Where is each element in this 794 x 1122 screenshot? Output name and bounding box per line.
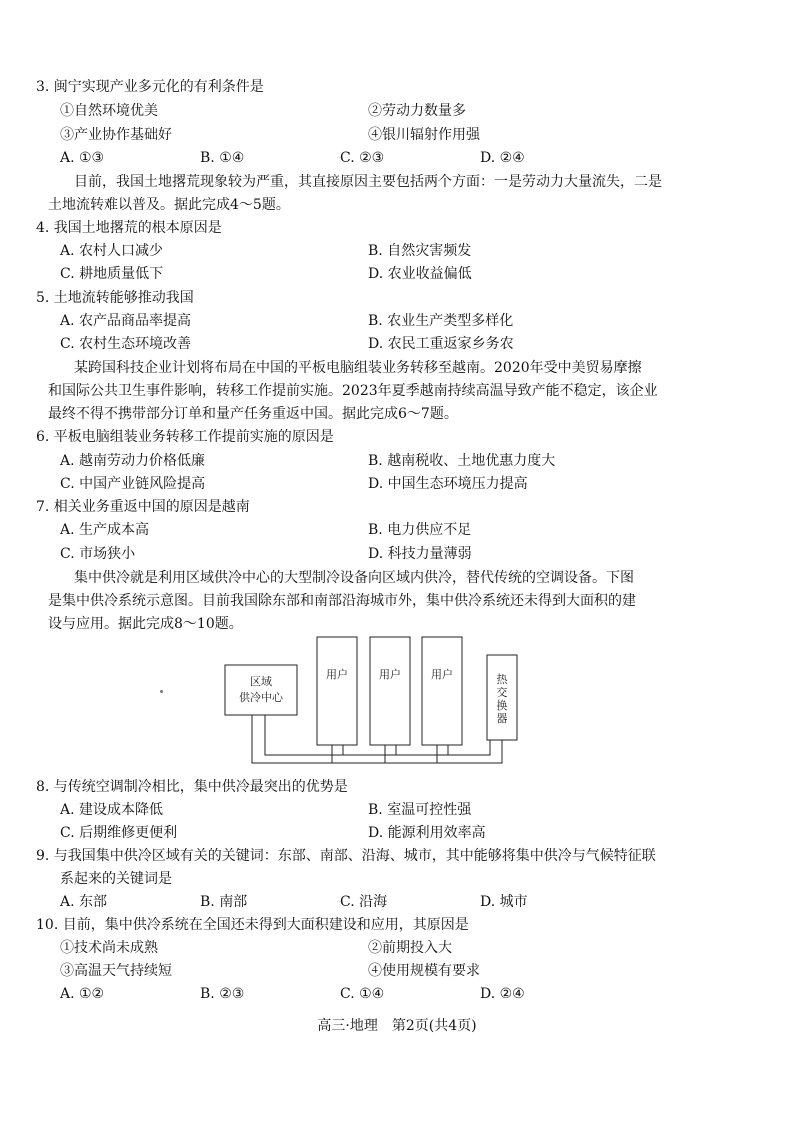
q10-item-1: ①技术尚未成熟 (60, 940, 158, 956)
q9-option-b[interactable]: B. 南部 (200, 894, 248, 910)
q9-stem-line-1: 9. 与我国集中供冷区域有关的关键词：东部、南部、沿海、城市，其中能够将集中供冷与气候特征联 (36, 848, 656, 864)
q9-option-d[interactable]: D. 城市 (480, 894, 528, 910)
q3-item-2: ②劳动力数量多 (368, 103, 466, 119)
q8-option-b[interactable]: B. 室温可控性强 (368, 802, 472, 818)
center-box (225, 665, 297, 715)
q8-option-c[interactable]: C. 后期维修更便利 (60, 825, 178, 841)
q7-option-b[interactable]: B. 电力供应不足 (368, 522, 472, 538)
passage2-line-1: 某跨国科技企业计划将布局在中国的平板电脑组装业务转移至越南。2020年受中美贸易摩擦 (74, 360, 642, 376)
q4-option-d[interactable]: D. 农业收益偏低 (368, 266, 472, 282)
q6-option-c[interactable]: C. 中国产业链风险提高 (60, 476, 206, 492)
q4-option-c[interactable]: C. 耕地质量低下 (60, 266, 164, 282)
q3-item-1: ①自然环境优美 (60, 103, 158, 119)
q9-stem-line-2: 系起来的关键词是 (60, 871, 172, 887)
exchanger-label-2: 交 (496, 686, 508, 699)
q6-stem: 6. 平板电脑组装业务转移工作提前实施的原因是 (36, 429, 334, 445)
q4-stem: 4. 我国土地撂荒的根本原因是 (36, 220, 222, 236)
q6-option-a[interactable]: A. 越南劳动力价格低廉 (60, 453, 206, 469)
exchanger-label-4: 器 (496, 712, 508, 725)
q10-item-3: ③高温天气持续短 (60, 963, 172, 979)
user-label-1: 用户 (326, 668, 348, 681)
pipe-inner (265, 715, 490, 755)
exchanger-label-3: 换 (496, 699, 508, 712)
q5-option-d[interactable]: D. 农民工重返家乡务农 (368, 336, 514, 352)
passage2-line-2: 和国际公共卫生事件影响，转移工作提前实施。2023年夏季越南持续高温导致产能不稳定，该企业 (48, 383, 658, 399)
passage3-line-1: 集中供冷就是利用区域供冷中心的大型制冷设备向区域内供冷，替代传统的空调设备。下图 (74, 570, 634, 586)
passage1-line-1: 目前，我国土地撂荒现象较为严重，其直接原因主要包括两个方面：一是劳动力大量流失，二是 (74, 174, 662, 190)
q10-option-c[interactable]: C. ①④ (340, 986, 385, 1002)
q7-stem: 7. 相关业务重返中国的原因是越南 (36, 499, 250, 515)
passage1-line-2: 土地流转难以普及。据此完成4～5题。 (48, 197, 290, 213)
q5-option-a[interactable]: A. 农产品商品率提高 (60, 313, 192, 329)
user-label-2: 用户 (379, 668, 401, 681)
passage3-line-2: 是集中供冷系统示意图。目前我国除东部和南部沿海城市外，集中供冷系统还未得到大面积的建 (48, 593, 636, 609)
q3-stem: 3. 闽宁实现产业多元化的有利条件是 (36, 79, 264, 95)
passage2-line-3: 最终不得不携带部分订单和量产任务重返中国。据此完成6～7题。 (48, 406, 458, 422)
pipe-outer (252, 715, 502, 763)
q6-option-d[interactable]: D. 中国生态环境压力提高 (368, 476, 528, 492)
q8-option-d[interactable]: D. 能源利用效率高 (368, 825, 486, 841)
q5-option-b[interactable]: B. 农业生产类型多样化 (368, 313, 514, 329)
q3-option-a[interactable]: A. ①③ (60, 150, 105, 166)
q8-option-a[interactable]: A. 建设成本降低 (60, 802, 164, 818)
q10-item-4: ④使用规模有要求 (368, 963, 480, 979)
q3-option-c[interactable]: C. ②③ (340, 150, 385, 166)
q8-stem: 8. 与传统空调制冷相比，集中供冷最突出的优势是 (36, 779, 348, 795)
q3-option-d[interactable]: D. ②④ (480, 150, 525, 166)
user-box-2 (370, 637, 410, 745)
center-label-1: 区域 (250, 675, 272, 688)
q9-options (60, 891, 620, 913)
q10-option-d[interactable]: D. ②④ (480, 986, 525, 1002)
q7-option-a[interactable]: A. 生产成本高 (60, 522, 150, 538)
q10-item-2: ②前期投入大 (368, 940, 452, 956)
q9-option-c[interactable]: C. 沿海 (340, 894, 388, 910)
user-box-3 (422, 637, 462, 745)
q7-option-d[interactable]: D. 科技力量薄弱 (368, 546, 472, 562)
q4-option-b[interactable]: B. 自然灾害频发 (368, 243, 472, 259)
q6-option-b[interactable]: B. 越南税收、土地优惠力度大 (368, 453, 556, 469)
q7-option-c[interactable]: C. 市场狭小 (60, 546, 136, 562)
q3-item-4: ④银川辐射作用强 (368, 127, 480, 143)
q3-option-b[interactable]: B. ①④ (200, 150, 245, 166)
passage3-line-3: 设与应用。据此完成8～10题。 (48, 616, 243, 632)
q10-option-b[interactable]: B. ②③ (200, 986, 245, 1002)
q10-options (60, 983, 620, 1005)
q10-option-a[interactable]: A. ①② (60, 986, 105, 1002)
q5-option-c[interactable]: C. 农村生态环境改善 (60, 336, 192, 352)
q5-stem: 5. 土地流转能够推动我国 (36, 290, 194, 306)
exchanger-label-1: 热 (496, 673, 508, 686)
page-footer: 高三·地理 第2页(共4页) (317, 1018, 477, 1034)
q10-stem: 10. 目前，集中供冷系统在全国还未得到大面积建设和应用，其原因是 (36, 917, 469, 933)
q3-item-3: ③产业协作基础好 (60, 127, 172, 143)
q4-option-a[interactable]: A. 农村人口减少 (60, 243, 164, 259)
user-box-1 (317, 637, 357, 745)
user-label-3: 用户 (431, 668, 453, 681)
q9-option-a[interactable]: A. 东部 (60, 894, 108, 910)
center-label-2: 供冷中心 (239, 691, 283, 704)
